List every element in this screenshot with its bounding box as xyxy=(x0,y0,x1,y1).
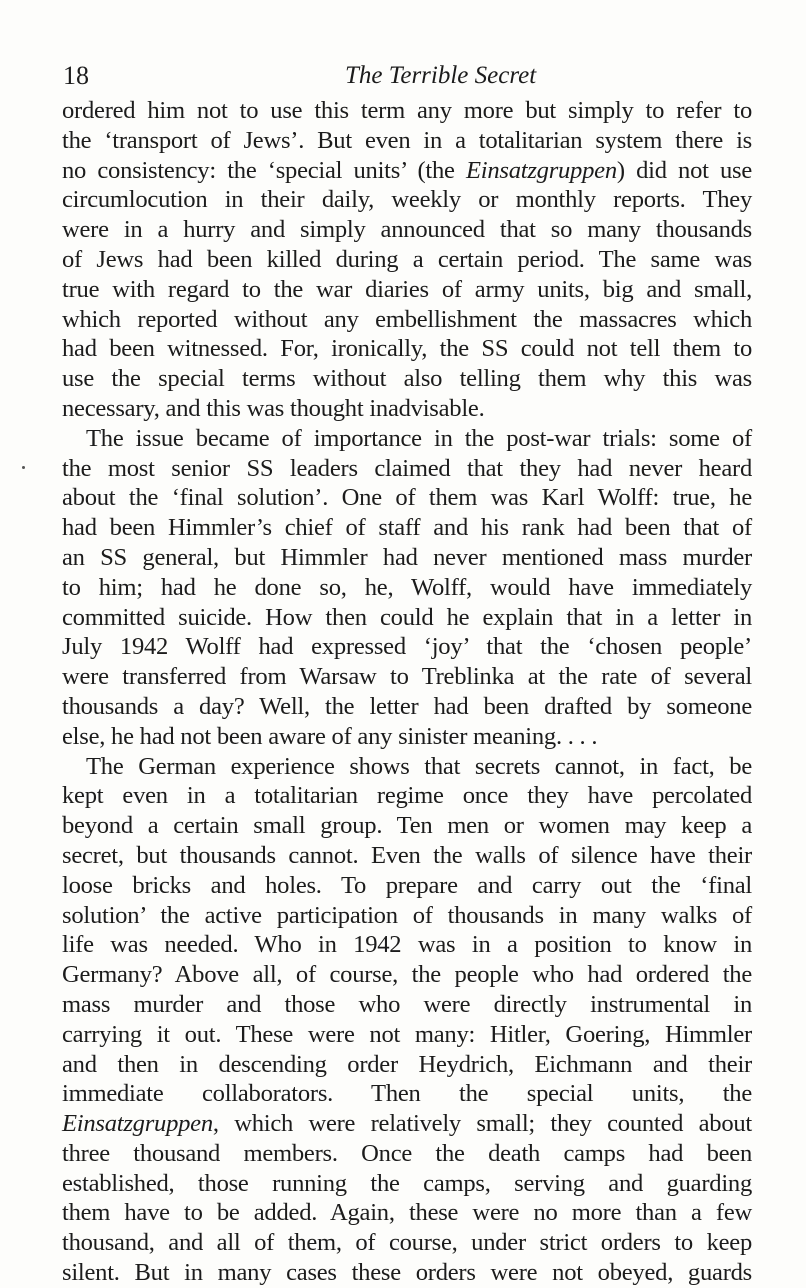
text-line: The German experience shows that secrets cannot, in fact, be xyxy=(86,752,752,780)
text-line: the ‘transport of Jews’. But even in a totalitarian system there is xyxy=(62,126,752,154)
page-header xyxy=(63,60,763,100)
text-line: necessary, and this was thought inadvisable. xyxy=(62,394,485,422)
text-line: were in a hurry and simply announced that so many thousands xyxy=(62,216,752,244)
text-line: ordered him not to use this term any more but simply to refer to xyxy=(62,97,752,124)
text-line: carrying it out. These were not many: Hitler, Goering, Himmler xyxy=(62,1020,752,1048)
text-line: an SS general, but Himmler had never mentioned mass murder xyxy=(62,543,752,571)
page-number: 18 xyxy=(63,61,89,90)
running-title: The Terrible Secret xyxy=(345,62,537,89)
text-line: Einsatzgruppen, which were relatively small; they counted about xyxy=(62,1110,752,1138)
text-line: no consistency: the ‘special units’ (the Einsatzgruppen) did not use xyxy=(62,156,752,184)
text-line: true with regard to the war diaries of army units, big and small, xyxy=(62,275,752,303)
text-line: them have to be added. Again, these were no more than a few xyxy=(62,1199,752,1227)
text-line: which reported without any embellishment the massacres which xyxy=(62,305,752,333)
text-line: Germany? Above all, of course, the people who had ordered the xyxy=(62,961,752,989)
text-line: thousand, and all of them, of course, under strict orders to keep xyxy=(62,1229,752,1257)
text-line: three thousand members. Once the death camps had been xyxy=(62,1139,752,1167)
text-line: silent. But in many cases these orders were not obeyed, guards xyxy=(62,1259,752,1287)
text-line: and then in descending order Heydrich, Eichmann and their xyxy=(62,1050,752,1078)
text-line: the most senior SS leaders claimed that they had never heard xyxy=(62,454,752,482)
body-text xyxy=(62,96,752,1288)
text-line: thousands a day? Well, the letter had been drafted by someone xyxy=(62,692,752,720)
stray-ink-mark xyxy=(22,466,25,469)
text-line: kept even in a totalitarian regime once they have percolated xyxy=(62,782,752,810)
text-line: of Jews had been killed during a certain period. The same was xyxy=(62,245,752,273)
text-line: established, those running the camps, serving and guarding xyxy=(62,1169,752,1197)
text-line: were transferred from Warsaw to Treblinka at the rate of several xyxy=(62,663,752,691)
text-line: circumlocution in their daily, weekly or monthly reports. They xyxy=(62,186,752,214)
text-line: loose bricks and holes. To prepare and carry out the ‘final xyxy=(62,871,752,899)
text-line: beyond a certain small group. Ten men or women may keep a xyxy=(62,812,752,840)
text-line: July 1942 Wolff had expressed ‘joy’ that the ‘chosen people’ xyxy=(62,633,752,661)
text-line: else, he had not been aware of any sinister meaning. . . . xyxy=(62,722,598,750)
text-line: to him; had he done so, he, Wolff, would have immediately xyxy=(62,573,752,601)
text-line: mass murder and those who were directly instrumental in xyxy=(62,990,752,1018)
text-line: immediate collaborators. Then the special units, the xyxy=(62,1080,752,1108)
text-line: The issue became of importance in the post-war trials: some of xyxy=(86,424,752,452)
text-line: use the special terms without also telling them why this was xyxy=(62,365,752,393)
text-line: about the ‘final solution’. One of them was Karl Wolff: true, he xyxy=(62,484,752,512)
text-line: committed suicide. How then could he explain that in a letter in xyxy=(62,603,752,631)
text-line: solution’ the active participation of thousands in many walks of xyxy=(62,901,752,929)
text-line: secret, but thousands cannot. Even the walls of silence have their xyxy=(62,841,752,869)
text-line: had been witnessed. For, ironically, the SS could not tell them to xyxy=(62,335,752,363)
text-line: had been Himmler’s chief of staff and his rank had been that of xyxy=(62,514,752,542)
text-line: life was needed. Who in 1942 was in a position to know in xyxy=(62,931,752,959)
